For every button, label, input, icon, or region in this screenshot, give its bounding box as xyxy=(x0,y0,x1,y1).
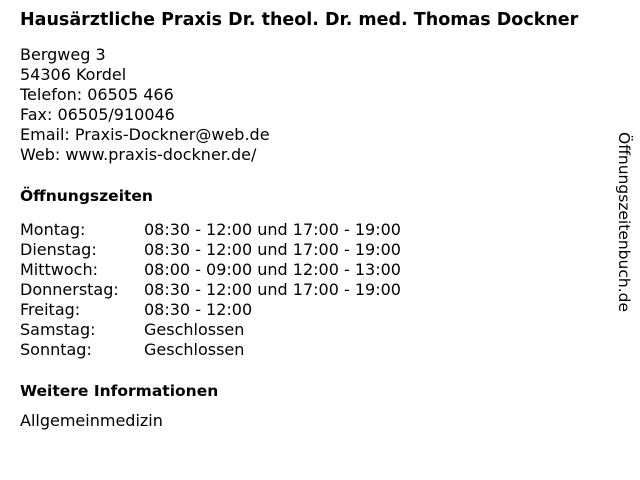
address-street: Bergweg 3 xyxy=(20,45,106,64)
address-city: 54306 Kordel xyxy=(20,65,127,84)
info-text: Allgemeinmedizin xyxy=(20,411,163,430)
address-email: Email: Praxis-Dockner@web.de xyxy=(20,125,270,144)
address-fax: Fax: 06505/910046 xyxy=(20,105,175,124)
hours-day: Donnerstag: xyxy=(20,280,119,299)
hours-row xyxy=(20,300,610,320)
hours-time: Geschlossen xyxy=(144,320,245,339)
hours-day: Freitag: xyxy=(20,300,81,319)
hours-time: 08:30 - 12:00 xyxy=(144,300,253,319)
info-heading: Weitere Informationen xyxy=(20,382,219,400)
practice-card xyxy=(20,10,610,431)
hours-time: 08:30 - 12:00 und 17:00 - 19:00 xyxy=(144,240,401,259)
hours-day: Montag: xyxy=(20,220,86,239)
hours-day: Dienstag: xyxy=(20,240,97,259)
hours-heading: Öffnungszeiten xyxy=(20,187,153,205)
hours-row xyxy=(20,280,610,300)
address-web: Web: www.praxis-dockner.de/ xyxy=(20,145,257,164)
hours-time: 08:30 - 12:00 und 17:00 - 19:00 xyxy=(144,220,401,239)
hours-row xyxy=(20,320,610,340)
hours-day: Sonntag: xyxy=(20,340,92,359)
hours-time: Geschlossen xyxy=(144,340,245,359)
hours-table xyxy=(20,220,610,360)
hours-row xyxy=(20,220,610,240)
address-phone: Telefon: 06505 466 xyxy=(20,85,174,104)
watermark-label: Öffnungszeitenbuch.de xyxy=(615,132,633,312)
hours-row xyxy=(20,340,610,360)
hours-row xyxy=(20,240,610,260)
page-title: Hausärztliche Praxis Dr. theol. Dr. med. Thomas Dockner xyxy=(20,10,579,30)
hours-row xyxy=(20,260,610,280)
hours-day: Samstag: xyxy=(20,320,96,339)
hours-day: Mittwoch: xyxy=(20,260,98,279)
address-block xyxy=(20,45,610,165)
hours-time: 08:30 - 12:00 und 17:00 - 19:00 xyxy=(144,280,401,299)
hours-time: 08:00 - 09:00 und 12:00 - 13:00 xyxy=(144,260,401,279)
